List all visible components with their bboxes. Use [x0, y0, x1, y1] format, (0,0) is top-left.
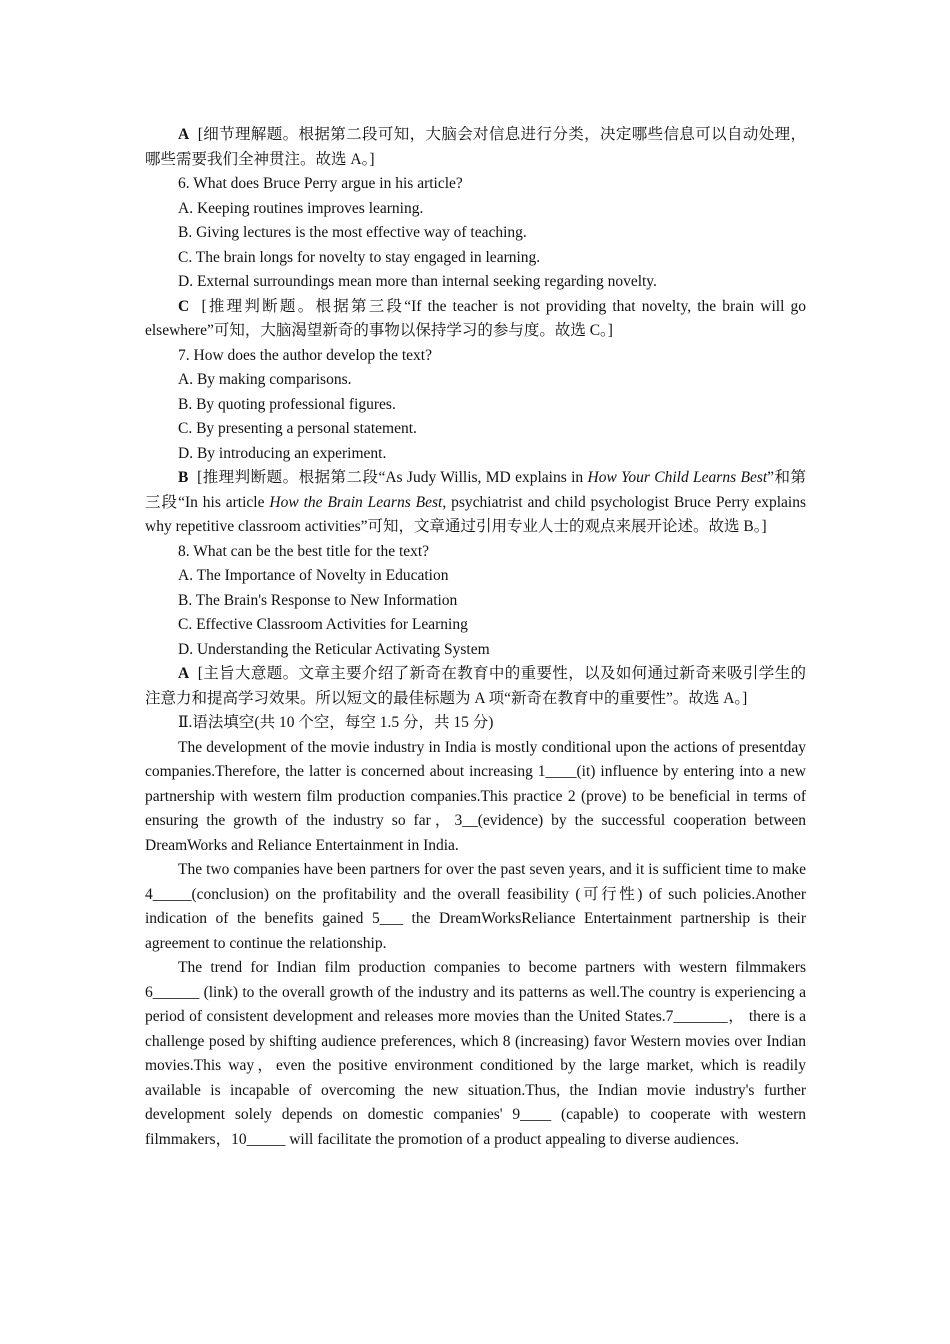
- q6-option-d: D. External surroundings mean more than internal seeking regarding novelty.: [178, 273, 657, 290]
- q8-option-c: C. Effective Classroom Activities for Learning: [178, 616, 468, 633]
- q6-answer: [145, 295, 806, 344]
- q8-answer: [145, 662, 806, 711]
- q7-option-a: A. By making comparisons.: [178, 371, 352, 388]
- answer-letter: B: [178, 469, 189, 486]
- q8-option-b: B. The Brain's Response to New Information: [178, 591, 458, 609]
- q7-option-b: B. By quoting professional figures.: [178, 395, 396, 413]
- q8-option-a: A. The Importance of Novelty in Education: [178, 567, 449, 584]
- q5-answer: [145, 123, 806, 172]
- q6-option-a: A. Keeping routines improves learning.: [178, 199, 424, 217]
- answer-explanation: [推理判断题。根据第三段“If the teacher is not providing that novelty, the brain will go elsewhere”可知，大脑渴望新奇的事物以保持学习的参与度。故选 C。]: [145, 297, 807, 339]
- section-2-title: Ⅱ.语法填空(共 10 个空，每空 1.5 分，共 15 分): [178, 714, 494, 731]
- grammar-paragraph-1: The development of the movie industry in India is mostly conditional upon the actions of presentday companies.Therefore, the latter is concerned about increasing 1____(it) influence by entering into a new partnership with western film production companies.This practice 2 (prove) to be beneficial in terms of ensuring the growth of the industry so far，3__(evidence) by the successful cooperation between DreamWorks and Reliance Entertainment in India.: [145, 738, 806, 854]
- q6-option-b: B. Giving lectures is the most effective way of teaching.: [178, 224, 527, 241]
- q6-stem: 6. What does Bruce Perry argue in his article?: [178, 175, 463, 192]
- q7-stem: 7. How does the author develop the text?: [178, 346, 432, 364]
- answer-explanation: [主旨大意题。文章主要介绍了新奇在教育中的重要性，以及如何通过新奇来吸引学生的注意力和提高学习效果。所以短文的最佳标题为 A 项“新奇在教育中的重要性”。故选 A。]: [145, 665, 806, 707]
- document-content: [145, 123, 806, 1152]
- grammar-paragraph-2: The two companies have been partners for over the past seven years, and it is sufficient time to make 4_____(conclusion) on the profitability and the overall feasibility (可行性) of such policies.Another indication of the benefits gained 5___ the DreamWorksReliance Entertainment partnership is their agreement to continue the relationship.: [145, 861, 806, 952]
- explanation-part-2: ”和第三段“In his article: [145, 469, 807, 511]
- book-title-1: How Your Child Learns Best: [587, 469, 768, 486]
- book-title-2: How the Brain Learns Best,: [269, 493, 447, 511]
- q7-option-c: C. By presenting a personal statement.: [178, 420, 417, 437]
- grammar-paragraph-3: The trend for Indian film production companies to become partners with western filmmakers 6______ (link) to the overall growth of the industry and its patterns as well.The country is experiencing a period of consistent development and releases more movies than the United States.7_______， there is a challenge posed by shifting audience preferences, which 8 (increasing) favor Western movies over Indian movies.This way，even the positive environment conditioned by the large market, which is readily available is incapable of overcoming the new situation.Thus, the Indian movie industry's further development solely depends on domestic companies' 9____ (capable) to cooperate with western filmmakers，10_____ will facilitate the promotion of a product appealing to diverse audiences.: [145, 959, 806, 1148]
- q8-option-d: D. Understanding the Reticular Activating System: [178, 640, 490, 658]
- answer-letter: C: [178, 297, 190, 315]
- answer-explanation: [细节理解题。根据第二段可知，大脑会对信息进行分类，决定哪些信息可以自动处理，哪些需要我们全神贯注。故选 A。]: [145, 126, 806, 168]
- answer-letter: A: [178, 126, 190, 143]
- explanation-part-3: psychiatrist and child psychologist Bruce Perry explains why repetitive classroom activities”可知，文章通过引用专业人士的观点来展开论述。故选 B。]: [145, 493, 806, 535]
- explanation-part-1: [推理判断题。根据第二段“As Judy Willis, MD explains in: [197, 469, 588, 486]
- q7-option-d: D. By introducing an experiment.: [178, 444, 387, 462]
- q8-stem: 8. What can be the best title for the text?: [178, 542, 430, 560]
- q6-option-c: C. The brain longs for novelty to stay engaged in learning.: [178, 248, 541, 266]
- answer-letter: A: [178, 665, 190, 682]
- q7-answer: [145, 466, 806, 540]
